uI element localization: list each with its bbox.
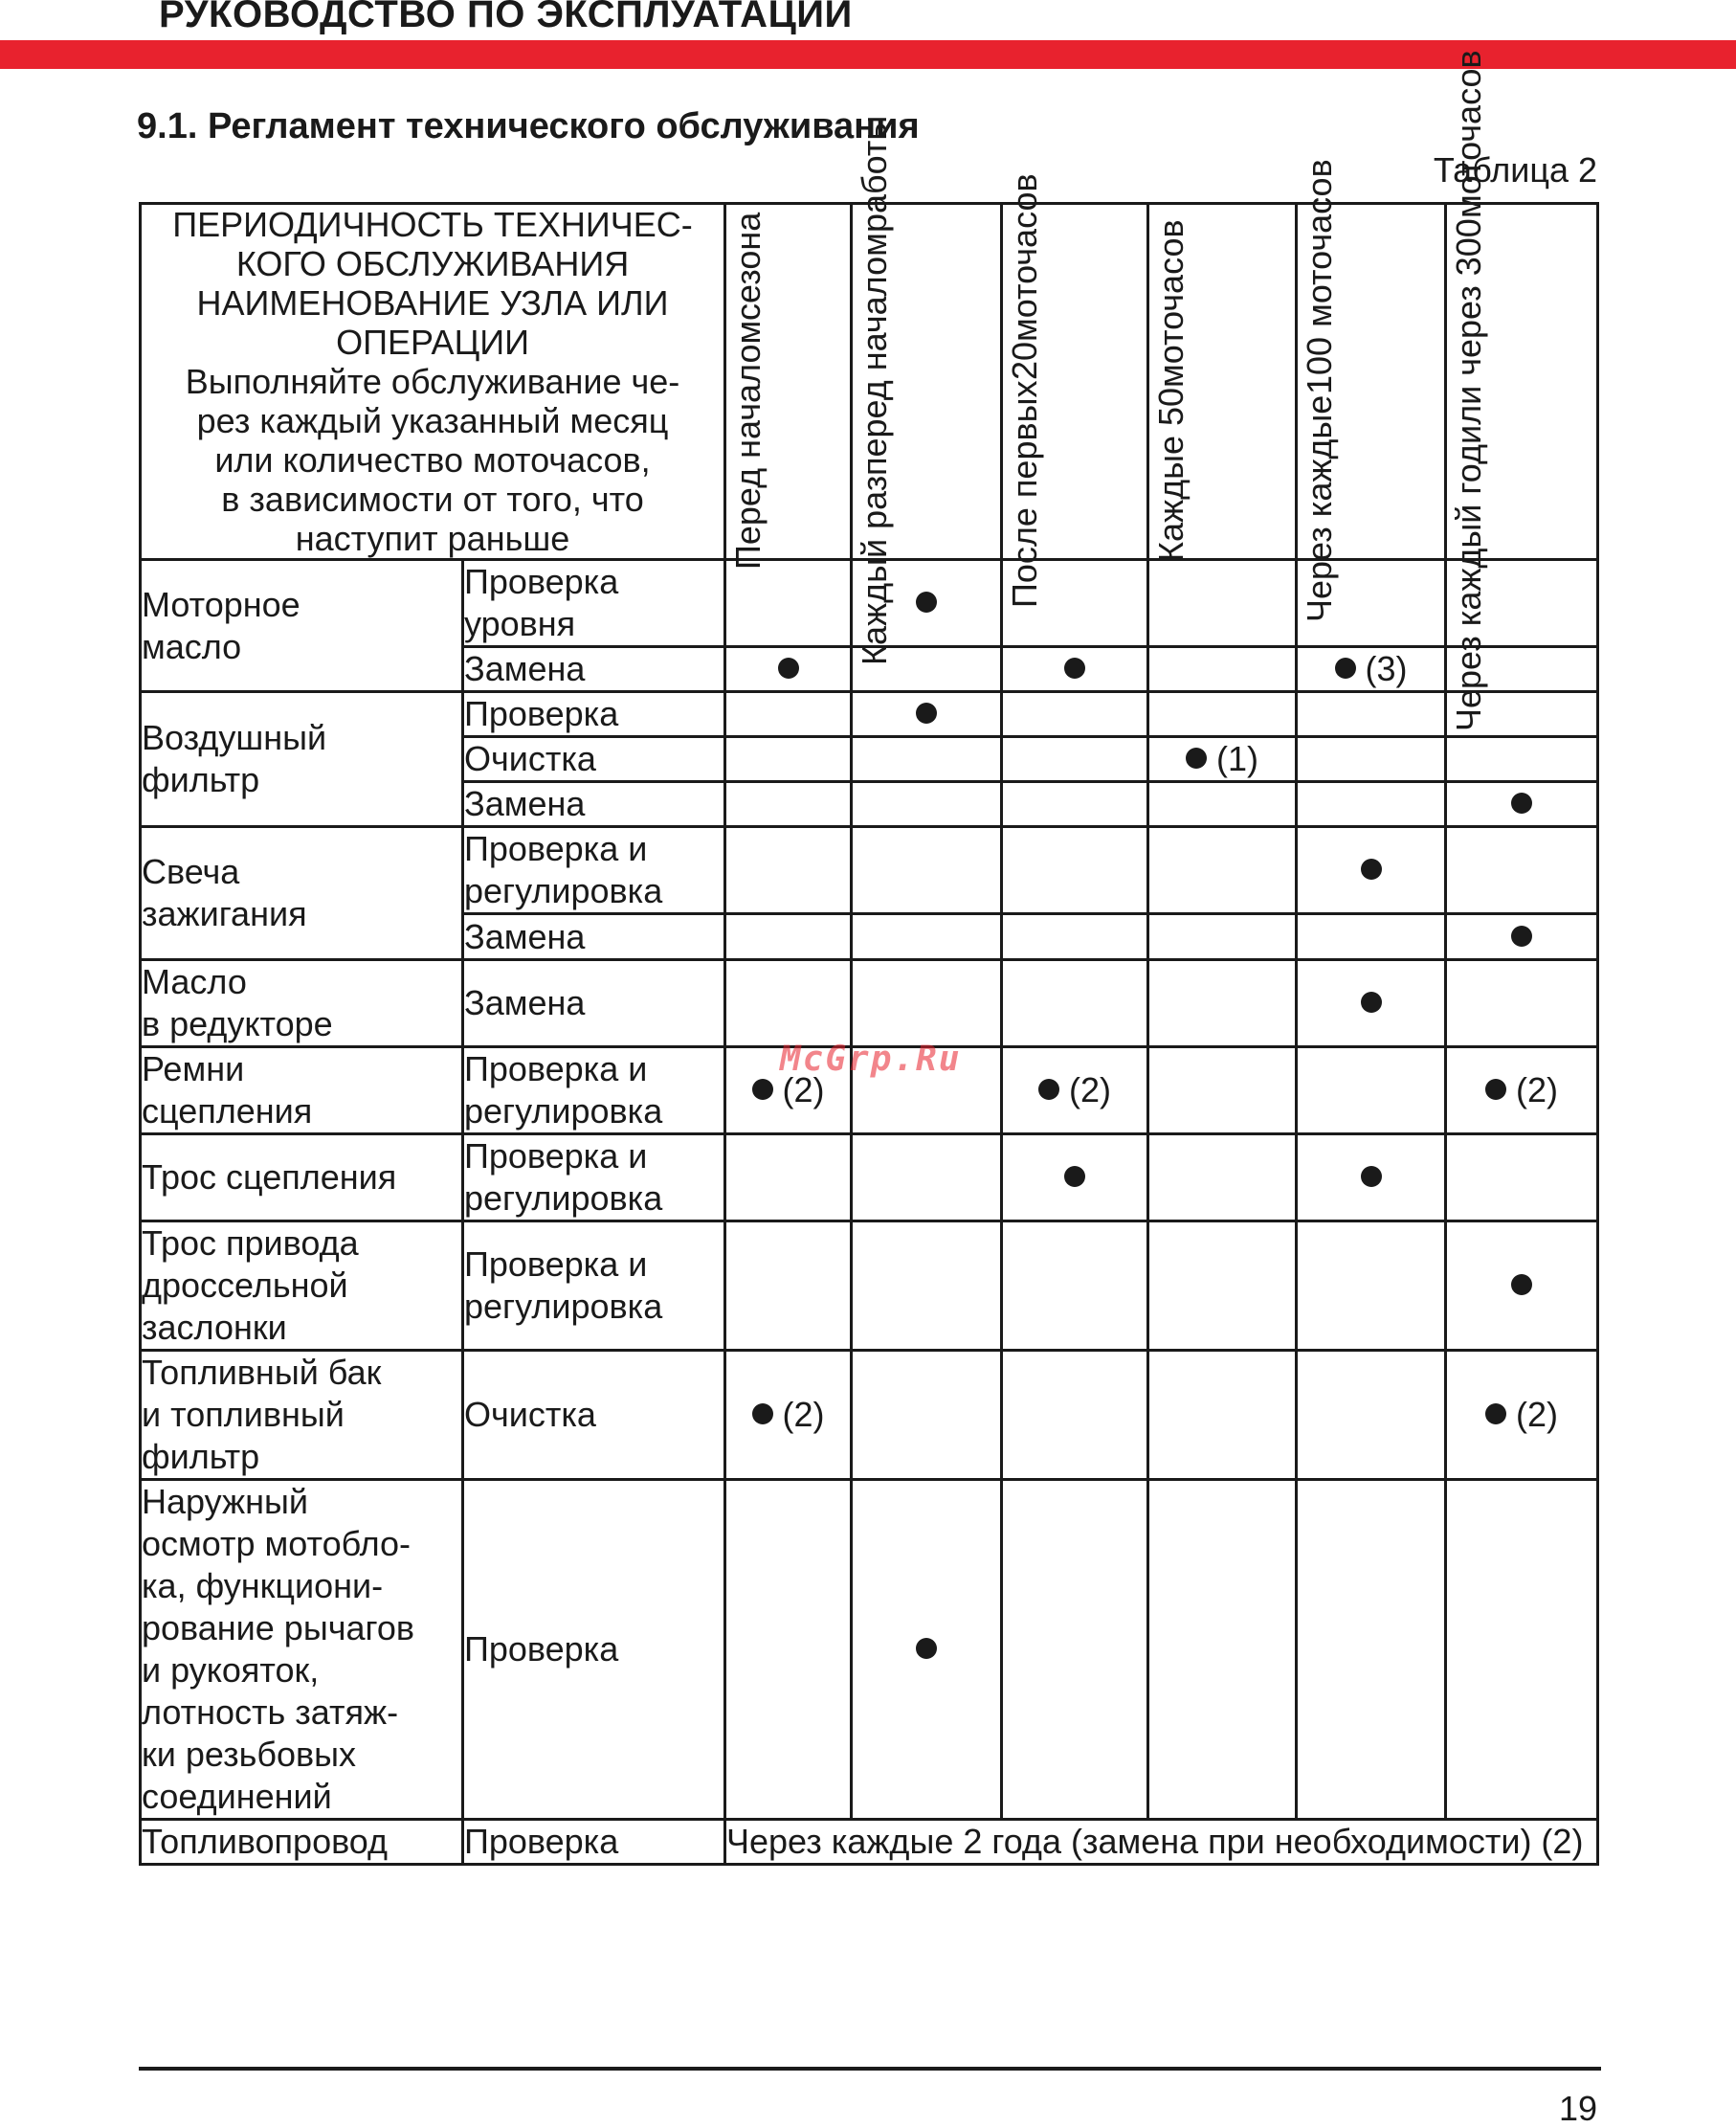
schedule-cell	[1148, 560, 1297, 647]
footnote-ref: (2)	[782, 1070, 825, 1109]
unit-name-line: Трос привода	[142, 1223, 359, 1263]
bullet-mark-icon	[1511, 1274, 1532, 1295]
unit-name-line: зажигания	[142, 894, 307, 933]
schedule-cell	[1297, 960, 1446, 1047]
unit-name-line: ка, функциони-	[142, 1566, 384, 1605]
interval-note-cell: Через каждые 2 года (замена при необходимости) (2)	[725, 1820, 1598, 1865]
unit-name-line: Моторное	[142, 584, 300, 624]
schedule-cell	[852, 914, 1002, 960]
schedule-cell	[852, 1480, 1002, 1820]
schedule-cell	[1148, 960, 1297, 1047]
bullet-mark-icon	[1335, 658, 1356, 679]
schedule-cell	[1446, 1047, 1598, 1134]
schedule-cell	[1297, 914, 1446, 960]
schedule-cell	[1297, 647, 1446, 692]
schedule-cell	[1002, 827, 1148, 914]
operation-cell	[463, 1047, 725, 1134]
footnote-ref: (2)	[1516, 1070, 1559, 1109]
unit-name-line: Топливопровод	[142, 1822, 389, 1861]
column-header-line: перед началом	[855, 233, 895, 476]
unit-name-cell	[141, 1820, 463, 1865]
operation-line: Проверка	[464, 1822, 619, 1861]
schedule-cell	[852, 692, 1002, 737]
operation-line: Проверка	[464, 694, 619, 733]
operation-cell	[463, 960, 725, 1047]
table-row	[141, 1480, 1598, 1820]
bullet-mark-icon	[916, 703, 937, 724]
schedule-cell	[725, 827, 852, 914]
schedule-cell	[852, 1134, 1002, 1221]
unit-name-line: заслонки	[142, 1308, 287, 1347]
operation-line: регулировка	[464, 1178, 663, 1218]
operation-line: Проверка и	[464, 1244, 648, 1284]
operation-line: Проверка и	[464, 829, 648, 868]
unit-name-cell	[141, 1134, 463, 1221]
page-number: 19	[1558, 2089, 1597, 2128]
bullet-mark-icon	[752, 1079, 773, 1100]
column-header-line: моточасов	[1005, 173, 1045, 343]
schedule-cell	[1148, 1134, 1297, 1221]
unit-name-cell	[141, 560, 463, 692]
unit-name-line: осмотр мотобло-	[142, 1524, 412, 1563]
bullet-mark-icon	[1361, 1166, 1382, 1187]
schedule-cell	[1002, 1047, 1148, 1134]
operation-line: Проверка и	[464, 1049, 648, 1088]
column-header-line: После первых	[1005, 380, 1045, 608]
operation-line: Замена	[464, 983, 586, 1022]
schedule-cell	[1148, 1047, 1297, 1134]
column-header-line: 100 моточасов	[1300, 159, 1340, 395]
bullet-mark-icon	[916, 592, 937, 613]
column-header-line: моточасов	[1151, 219, 1191, 388]
schedule-cell	[1002, 960, 1148, 1047]
schedule-cell	[1297, 737, 1446, 782]
table-row	[141, 1134, 1598, 1221]
footnote-ref: (2)	[1069, 1070, 1112, 1109]
schedule-cell	[1297, 1221, 1446, 1351]
main-header-line: или количество моточасов,	[214, 440, 651, 480]
operation-cell	[463, 1134, 725, 1221]
unit-name-cell	[141, 827, 463, 960]
schedule-cell	[1002, 1480, 1148, 1820]
unit-name-cell	[141, 692, 463, 827]
schedule-cell	[852, 827, 1002, 914]
operation-cell	[463, 692, 725, 737]
schedule-cell	[1148, 782, 1297, 827]
unit-name-line: Масло	[142, 962, 247, 1001]
column-header-line: Через каждый год	[1449, 443, 1489, 731]
schedule-cell	[1446, 1480, 1598, 1820]
column-header-every-start	[852, 115, 1002, 666]
unit-name-line: и топливный	[142, 1395, 345, 1434]
schedule-cell	[1002, 1221, 1148, 1351]
table-row	[141, 692, 1598, 737]
schedule-cell	[1002, 914, 1148, 960]
bullet-mark-icon	[752, 1403, 773, 1424]
running-header: РУКОВОДСТВО ПО ЭКСПЛУАТАЦИИ	[159, 0, 853, 35]
column-header-line: Каждые 50	[1151, 387, 1191, 562]
main-header-line: ПЕРИОДИЧНОСТЬ ТЕХНИЧЕС-	[172, 205, 693, 244]
operation-line: Замена	[464, 649, 586, 688]
operation-cell	[463, 1820, 725, 1865]
column-header-every-100-hours	[1297, 159, 1446, 622]
operation-line: Проверка и	[464, 1136, 648, 1176]
table-header-row	[141, 204, 1598, 560]
operation-line: Замена	[464, 916, 586, 956]
schedule-cell	[1446, 1134, 1598, 1221]
operation-line: Проверка	[464, 562, 619, 601]
unit-name-line: рование рычагов	[142, 1608, 414, 1647]
operation-line: Очистка	[464, 1395, 596, 1434]
schedule-cell	[1297, 1480, 1446, 1820]
schedule-cell	[1297, 782, 1446, 827]
unit-name-cell	[141, 960, 463, 1047]
schedule-cell	[1148, 914, 1297, 960]
table-row	[141, 1820, 1598, 1865]
operation-line: Очистка	[464, 739, 596, 778]
operation-cell	[463, 914, 725, 960]
schedule-cell	[725, 1351, 852, 1480]
schedule-cell	[725, 960, 852, 1047]
unit-name-line: и рукояток,	[142, 1650, 320, 1690]
unit-name-line: дроссельной	[142, 1266, 348, 1305]
bullet-mark-icon	[1485, 1403, 1506, 1424]
unit-name-line: ки резьбовых	[142, 1735, 357, 1774]
unit-name-line: масло	[142, 626, 242, 666]
schedule-cell	[1148, 1351, 1297, 1480]
schedule-cell	[1297, 827, 1446, 914]
bullet-mark-icon	[778, 658, 799, 679]
schedule-cell	[1297, 1134, 1446, 1221]
bullet-mark-icon	[1064, 658, 1085, 679]
operation-cell	[463, 1351, 725, 1480]
operation-line: Замена	[464, 784, 586, 823]
schedule-cell	[1297, 692, 1446, 737]
table-row	[141, 1221, 1598, 1351]
schedule-cell	[1148, 692, 1297, 737]
main-header-line: в зависимости от того, что	[221, 480, 644, 519]
schedule-cell	[725, 782, 852, 827]
schedule-cell	[725, 560, 852, 647]
unit-name-line: лотность затяж-	[142, 1692, 399, 1732]
bullet-mark-icon	[1485, 1079, 1506, 1100]
schedule-cell	[852, 960, 1002, 1047]
unit-name-cell	[141, 1351, 463, 1480]
schedule-cell	[1148, 737, 1297, 782]
table-label: Таблица 2	[1433, 150, 1597, 190]
unit-name-line: Воздушный	[142, 718, 327, 757]
schedule-cell	[1446, 827, 1598, 914]
bullet-mark-icon	[1038, 1079, 1059, 1100]
unit-name-line: Трос сцепления	[142, 1157, 397, 1197]
column-header-line: Через каждые	[1300, 394, 1340, 622]
column-header-line: или через 300	[1449, 217, 1489, 444]
footnote-ref: (2)	[1516, 1395, 1559, 1434]
schedule-cell	[1446, 1351, 1598, 1480]
column-header-line: Каждый раз	[855, 475, 895, 666]
footnote-ref: (2)	[782, 1395, 825, 1434]
schedule-cell	[1148, 647, 1297, 692]
operation-line: регулировка	[464, 871, 663, 910]
schedule-cell	[1446, 737, 1598, 782]
schedule-cell	[1446, 914, 1598, 960]
main-header-line: наступит раньше	[295, 519, 570, 558]
unit-name-line: Свеча	[142, 852, 240, 891]
column-header-every-50-hours	[1148, 204, 1297, 560]
unit-name-cell	[141, 1047, 463, 1134]
unit-name-cell	[141, 1221, 463, 1351]
operation-line: регулировка	[464, 1287, 663, 1326]
main-header-line: рез каждый указанный месяц	[196, 401, 669, 440]
schedule-cell	[725, 692, 852, 737]
column-header-line: моточасов	[1449, 50, 1489, 218]
schedule-cell	[725, 647, 852, 692]
bullet-mark-icon	[1361, 992, 1382, 1013]
unit-name-line: Топливный бак	[142, 1353, 382, 1392]
bullet-mark-icon	[1511, 926, 1532, 947]
footer-rule	[139, 2067, 1601, 2071]
footnote-ref: (1)	[1216, 739, 1259, 778]
schedule-cell	[1002, 647, 1148, 692]
section-title: 9.1. Регламент технического обслуживания	[137, 106, 920, 146]
column-header-first-20-hours	[1002, 173, 1148, 608]
schedule-cell	[725, 737, 852, 782]
schedule-cell	[852, 1221, 1002, 1351]
column-header-before-season	[725, 204, 852, 570]
unit-name-line: Наружный	[142, 1482, 308, 1521]
operation-cell	[463, 827, 725, 914]
schedule-cell	[1002, 692, 1148, 737]
operation-cell	[463, 737, 725, 782]
unit-name-line: соединений	[142, 1777, 332, 1816]
operation-cell	[463, 1221, 725, 1351]
schedule-cell	[1148, 1480, 1297, 1820]
operation-cell	[463, 560, 725, 647]
schedule-cell	[1002, 1351, 1148, 1480]
schedule-cell	[725, 1134, 852, 1221]
operation-line: уровня	[464, 604, 576, 643]
unit-name-line: фильтр	[142, 760, 260, 799]
bullet-mark-icon	[1361, 859, 1382, 880]
schedule-cell	[852, 782, 1002, 827]
bullet-mark-icon	[1186, 748, 1207, 769]
schedule-cell	[1446, 1221, 1598, 1351]
schedule-cell	[725, 914, 852, 960]
schedule-cell	[1148, 1221, 1297, 1351]
unit-name-cell	[141, 1480, 463, 1820]
schedule-cell	[1148, 827, 1297, 914]
main-header-line: НАИМЕНОВАНИЕ УЗЛА ИЛИ	[196, 283, 669, 323]
footnote-ref: (3)	[1365, 649, 1408, 688]
column-header-line: 20	[1005, 342, 1045, 381]
bullet-mark-icon	[1511, 793, 1532, 814]
operation-cell	[463, 647, 725, 692]
operation-cell	[463, 782, 725, 827]
schedule-cell	[1002, 782, 1148, 827]
table-row	[141, 960, 1598, 1047]
main-header-line: ОПЕРАЦИИ	[336, 323, 529, 362]
schedule-cell	[1446, 782, 1598, 827]
schedule-cell	[725, 1221, 852, 1351]
operation-line: Проверка	[464, 1629, 619, 1669]
unit-name-line: Ремни	[142, 1049, 245, 1088]
table-row	[141, 827, 1598, 914]
table-body	[141, 560, 1598, 1865]
watermark: McGrp.Ru	[780, 1040, 962, 1079]
schedule-cell	[852, 1351, 1002, 1480]
schedule-cell	[1002, 1134, 1148, 1221]
operation-cell	[463, 1480, 725, 1820]
schedule-cell	[852, 737, 1002, 782]
table-row	[141, 1351, 1598, 1480]
bullet-mark-icon	[1064, 1166, 1085, 1187]
main-header-cell	[141, 204, 725, 560]
schedule-cell	[1446, 960, 1598, 1047]
operation-line: регулировка	[464, 1091, 663, 1131]
schedule-cell	[1297, 1047, 1446, 1134]
schedule-cell	[725, 1480, 852, 1820]
main-header-line: Выполняйте обслуживание че-	[185, 362, 680, 401]
main-header-line: КОГО ОБСЛУЖИВАНИЯ	[235, 244, 630, 283]
column-header-line: сезона	[728, 212, 768, 321]
schedule-cell	[1297, 1351, 1446, 1480]
column-header-line: работы	[855, 115, 895, 234]
schedule-cell	[1002, 737, 1148, 782]
unit-name-line: сцепления	[142, 1091, 313, 1131]
bullet-mark-icon	[916, 1638, 937, 1659]
unit-name-line: в редукторе	[142, 1004, 333, 1043]
unit-name-line: фильтр	[142, 1437, 260, 1476]
column-header-line: Перед началом	[728, 320, 768, 570]
